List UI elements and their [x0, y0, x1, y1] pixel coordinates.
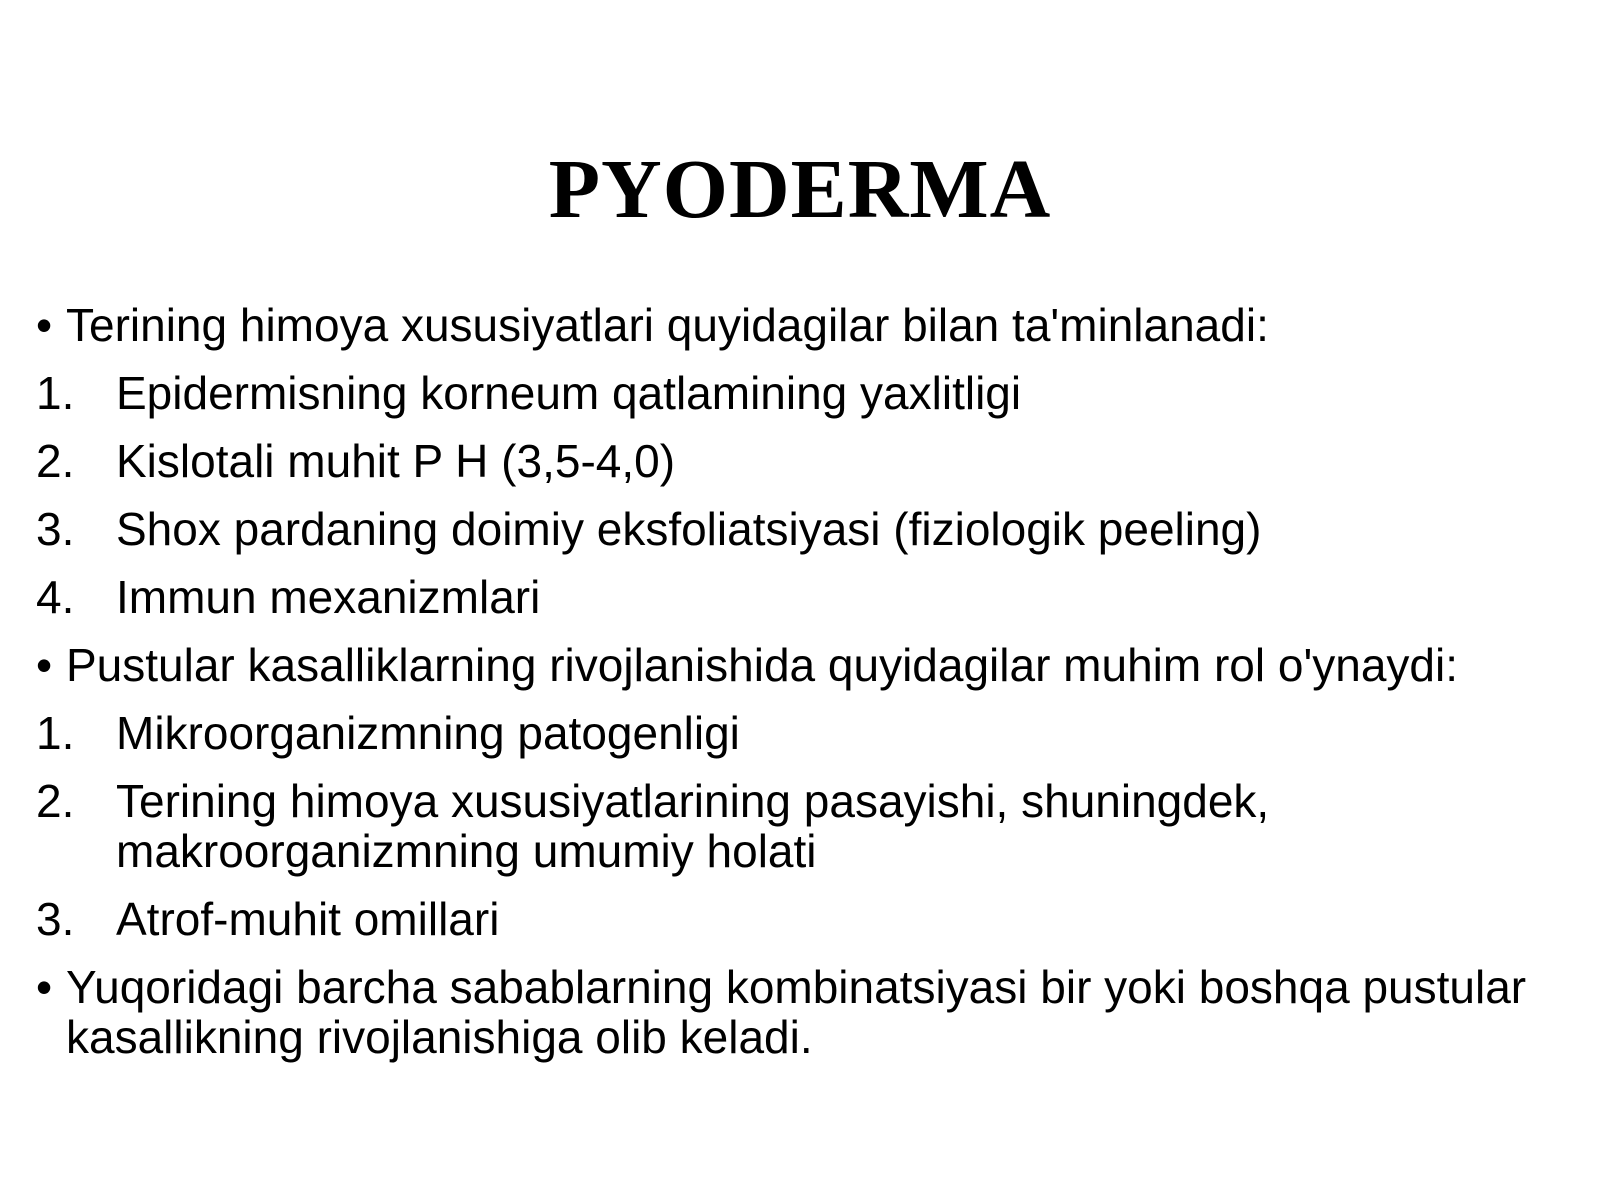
list-number: 4.: [36, 571, 75, 623]
list-number: 3.: [36, 893, 75, 945]
list-text: Atrof-muhit omillari: [116, 893, 500, 945]
list-number: 1.: [36, 707, 75, 759]
bullet-text: Pustular kasalliklarning rivojlanishida quyidagilar muhim rol o'ynaydi:: [66, 639, 1458, 691]
list-text: Mikroorganizmning patogenligi: [116, 707, 740, 759]
numbered-item: [34, 368, 1574, 418]
list-text: Shox pardaning doimiy eksfoliatsiyasi (fiziologik peeling): [116, 503, 1262, 555]
bullet-item: [34, 962, 1574, 1062]
bullet-text: Terining himoya xususiyatlari quyidagilar bilan ta'minlanadi:: [66, 299, 1269, 351]
list-text: Immun mexanizmlari: [116, 571, 541, 623]
slide-content: [34, 300, 1574, 1080]
list-number: 3.: [36, 503, 75, 555]
numbered-item: [34, 776, 1574, 876]
numbered-item: [34, 894, 1574, 944]
bullet-marker: •: [36, 299, 53, 351]
list-number: 1.: [36, 367, 75, 419]
bullet-text: Yuqoridagi barcha sabablarning kombinatsiyasi bir yoki boshqa pustular kasallikning rivojlanishiga olib keladi.: [66, 961, 1527, 1063]
list-number: 2.: [36, 435, 75, 487]
numbered-item: [34, 572, 1574, 622]
numbered-item: [34, 708, 1574, 758]
list-text: Epidermisning korneum qatlamining yaxlitligi: [116, 367, 1022, 419]
slide-title: PYODERMA: [548, 143, 1052, 236]
list-text: Kislotali muhit P H (3,5-4,0): [116, 435, 676, 487]
list-text: Terining himoya xususiyatlarining pasayishi, shuningdek, makroorganizmning umumiy holati: [116, 775, 1270, 877]
bullet-item: [34, 640, 1574, 690]
numbered-item: [34, 436, 1574, 486]
bullet-item: [34, 300, 1574, 350]
bullet-marker: •: [36, 639, 53, 691]
numbered-item: [34, 504, 1574, 554]
list-number: 2.: [36, 775, 75, 827]
bullet-marker: •: [36, 961, 53, 1013]
